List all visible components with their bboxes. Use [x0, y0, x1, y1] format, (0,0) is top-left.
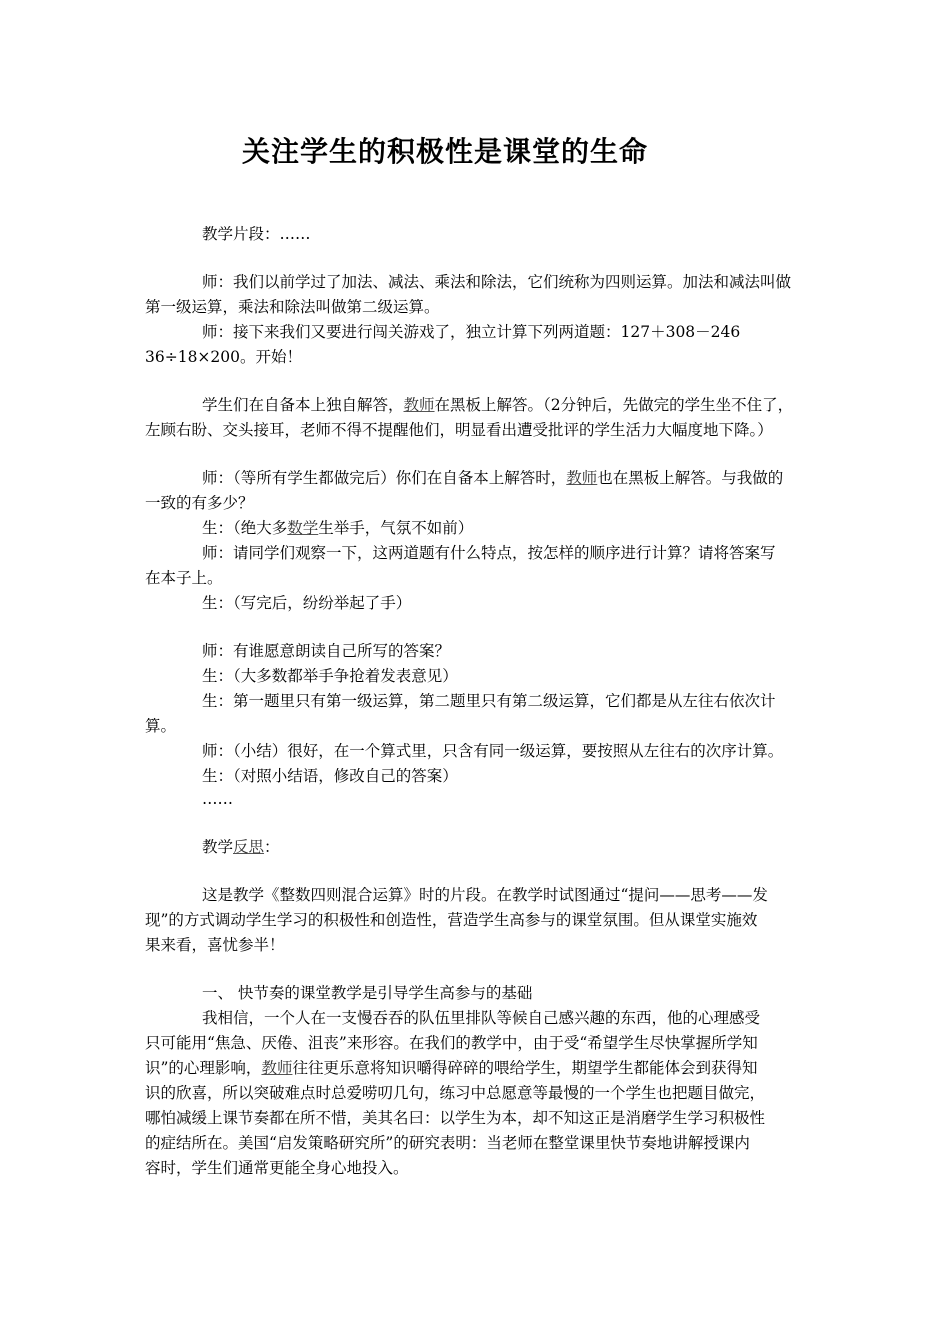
link-teacher[interactable]: 教师	[566, 469, 598, 487]
paragraph-line: 36÷18×200。开始！	[145, 348, 303, 366]
paragraph-line: 师：（小结）很好，在一个算式里，只含有同一级运算，要按照从左往右的次序计算。	[202, 742, 784, 760]
document-title: 关注学生的积极性是课堂的生命	[241, 135, 648, 168]
paragraph-line: 果来看，喜忧参半！	[145, 936, 285, 954]
line-text: 往往更乐意将知识嚼得碎碎的喂给学生，期望学生都能体会到获得知	[292, 1059, 758, 1077]
paragraph-line	[202, 393, 793, 417]
paragraph-line: 师：接下来我们又要进行闯关游戏了，独立计算下列两道题：127＋308－246	[202, 323, 741, 341]
line-text: 师：（等所有学生都做完后）你们在自备本上解答时，	[202, 469, 567, 487]
paragraph-line: 现”的方式调动学生学习的积极性和创造性，营造学生高参与的课堂氛围。但从课堂实施效	[145, 911, 758, 929]
paragraph-line: 容时，学生们通常更能全身心地投入。	[145, 1159, 409, 1177]
paragraph-line	[202, 516, 473, 540]
paragraph-line	[202, 466, 783, 490]
paragraph-line: 第一级运算，乘法和除法叫做第二级运算。	[145, 298, 440, 316]
line-text: 学生们在自备本上独自解答，	[202, 396, 404, 414]
paragraph-line	[145, 1056, 757, 1080]
paragraph-line: 在本子上。	[145, 569, 223, 587]
link-reflection[interactable]: 反思	[233, 838, 265, 856]
paragraph-line: 生：第一题里只有第一级运算，第二题里只有第二级运算，它们都是从左往右依次计	[202, 692, 776, 710]
paragraph-line: 教学片段：……	[202, 225, 311, 243]
paragraph-line: 师：我们以前学过了加法、减法、乘法和除法，它们统称为四则运算。加法和减法叫做	[202, 273, 792, 291]
paragraph-line: 算。	[145, 717, 177, 735]
line-text: 生：（绝大多	[202, 519, 288, 537]
link-teacher[interactable]: 教师	[261, 1059, 293, 1077]
line-text: 识”的心理影响，	[145, 1059, 262, 1077]
link-teacher[interactable]: 教师	[403, 396, 435, 414]
paragraph-line: 一致的有多少？	[145, 494, 254, 512]
paragraph-line: 师：请同学们观察一下，这两道题有什么特点，按怎样的顺序进行计算？请将答案写	[202, 544, 776, 562]
section-heading: 一、 快节奏的课堂教学是引导学生高参与的基础	[202, 984, 533, 1002]
paragraph-line	[202, 835, 280, 859]
line-text: 也在黑板上解答。与我做的	[597, 469, 784, 487]
paragraph-line: 只可能用“焦急、厌倦、沮丧”来形容。在我们的教学中，由于受“希望学生尽快掌握所学知	[145, 1034, 758, 1052]
paragraph-line: 我相信，一个人在一支慢吞吞的队伍里排队等候自己感兴趣的东西，他的心理感受	[202, 1009, 761, 1027]
paragraph-line: 哪怕减缓上课节奏都在所不惜，美其名曰：以学生为本，却不知这正是消磨学生学习积极性	[145, 1109, 766, 1127]
paragraph-line: 识的欣喜，所以突破难点时总爱唠叨几句，练习中总愿意等最慢的一个学生也把题目做完，	[145, 1084, 766, 1102]
link-math[interactable]: 数学	[287, 519, 319, 537]
line-text: 教学	[202, 838, 234, 856]
paragraph-line: 这是教学《整数四则混合运算》时的片段。在教学时试图通过“提问——思考——发	[202, 886, 768, 904]
paragraph-line: 的症结所在。美国“启发策略研究所”的研究表明：当老师在整堂课里快节奏地讲解授课内	[145, 1134, 750, 1152]
line-text: 生举手，气氛不如前）	[318, 519, 474, 537]
line-text: 在黑板上解答。（2分钟后，先做完的学生坐不住了，	[434, 396, 794, 414]
paragraph-line: 生：（大多数都举手争抢着发表意见）	[202, 667, 458, 685]
paragraph-line: ……	[202, 790, 233, 808]
line-text: ：	[264, 838, 280, 856]
paragraph-line: 左顾右盼、交头接耳，老师不得不提醒他们，明显看出遭受批评的学生活力大幅度地下降。）	[145, 421, 773, 439]
paragraph-line: 生：（对照小结语，修改自己的答案）	[202, 767, 458, 785]
paragraph-line: 生：（写完后，纷纷举起了手）	[202, 594, 412, 612]
paragraph-line: 师：有谁愿意朗读自己所写的答案？	[202, 642, 451, 660]
